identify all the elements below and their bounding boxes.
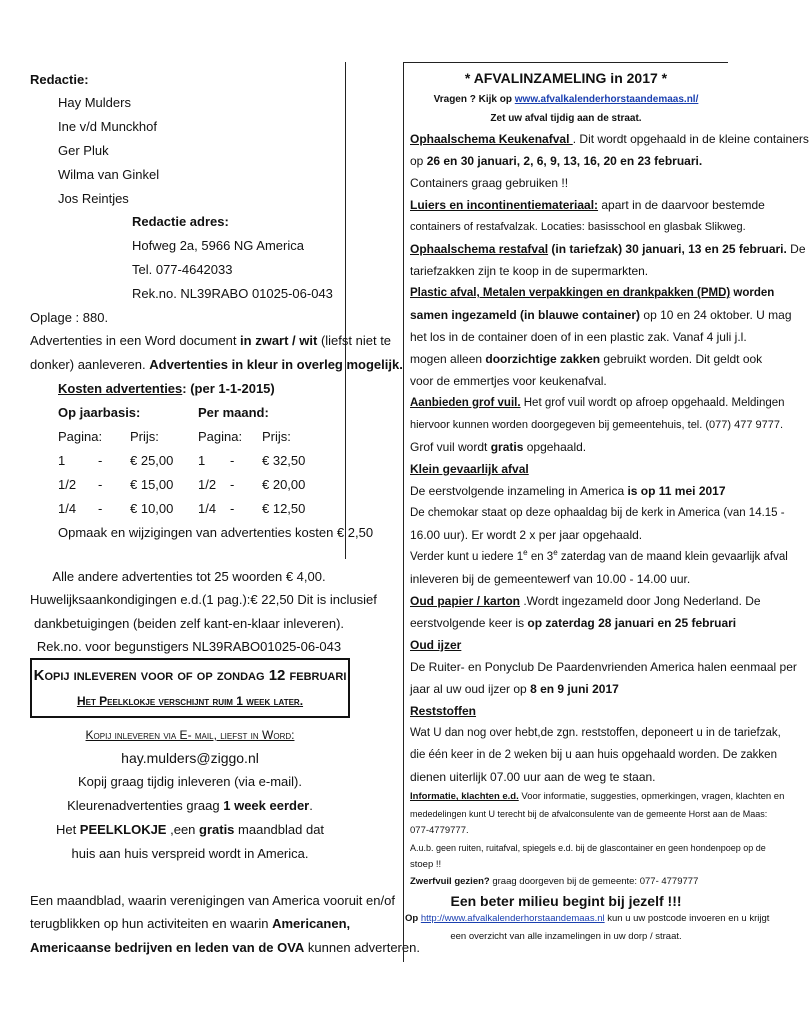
klein-line-2: De chemokar staat op deze ophaaldag bij de kerk in America (van 14.15 -	[410, 507, 785, 519]
op-line-1: Op http://www.afvalkalenderhorstaandemaas.nl kun u uw postcode invoeren en u krijgt	[405, 913, 770, 924]
oplage: Oplage : 880.	[30, 310, 109, 325]
pmd-line-1: Plastic afval, Metalen verpakkingen en drankpakken (PMD) worden	[410, 287, 775, 299]
klein-line-1: De eerstvolgende inzameling in America is op 11 mei 2017	[410, 484, 726, 498]
milieu-slogan: Een beter milieu begint bij jezelf !!!	[450, 893, 682, 909]
luiers-line-1: Luiers en incontinentiemateriaal: apart in de daarvoor bestemde	[410, 198, 765, 212]
adres-heading: Redactie adres:	[132, 214, 229, 229]
zwerf-line: Zwerfvuil gezien? graag doorgeven bij de gemeente: 077- 4779777	[410, 876, 699, 887]
member-4: Wilma van Ginkel	[58, 167, 160, 182]
info-line-3: 077-4779777.	[410, 825, 469, 836]
member-5: Jos Reintjes	[58, 191, 129, 206]
overige-1: Alle andere advertenties tot 25 woorden € 4,00.	[52, 569, 326, 584]
grof-line-2: hiervoor kunnen worden doorgegeven bij gemeentehuis, tel. (077) 477 9777.	[410, 419, 784, 431]
opmaak-note: Opmaak en wijzigingen van advertenties kosten € 2,50	[58, 525, 374, 540]
redactie-heading: Redactie:	[30, 72, 89, 87]
peelklokje-note: Het PEELKLOKJE ,een gratis maandblad dat	[55, 822, 325, 837]
keuken-line-2: op 26 en 30 januari, 2, 6, 9, 13, 16, 20 en 23 februari.	[410, 154, 703, 168]
pmd-line-5: voor de emmertjes voor keukenafval.	[410, 374, 607, 388]
per-maand-label: Per maand:	[198, 405, 269, 420]
tijdig-note: Kopij graag tijdig inleveren (via e-mail).	[78, 774, 302, 789]
klein-line-5: inleveren bij de gemeentewerf van 10.00 - 14.00 uur.	[410, 572, 691, 586]
containers-note: Containers graag gebruiken !!	[410, 176, 569, 190]
ijzer-line-2: jaar al uw oud ijzer op 8 en 9 juni 2017	[410, 682, 619, 696]
op-line-2: een overzicht van alle inzamelingen in uw dorp / straat.	[450, 931, 682, 942]
info-line-1: Informatie, klachten e.d. Voor informatie, suggesties, opmerkingen, vragen, klachten en	[410, 791, 785, 802]
zet-line: Zet uw afval tijdig aan de straat.	[490, 113, 642, 124]
reststof-line-2: die één keer in de 2 weken bij u aan huis opgehaald worden. De zakken	[410, 749, 777, 761]
maandblad-line-1: Een maandblad, waarin verenigingen van America vooruit en/of	[30, 893, 395, 908]
adres-rekno: Rek.no. NL39RABO 01025-06-043	[132, 286, 333, 301]
col-prijs-1: Prijs:	[130, 429, 159, 444]
adv-line-1: Advertenties in een Word document in zwart / wit (liefst niet te	[30, 333, 392, 348]
member-3: Ger Pluk	[58, 143, 109, 158]
adv-line-2: donker) aanleveren. Advertenties in kleur in overleg mogelijk.	[30, 357, 403, 372]
ijzer-heading: Oud ijzer	[410, 638, 462, 652]
overige-2: Huwelijksaankondigingen e.d.(1 pag.):€ 22,50 Dit is inclusief	[30, 592, 377, 607]
reststof-line-3: dienen uiterlijk 07.00 uur aan de weg te staan.	[410, 770, 656, 784]
info-line-2: mededelingen kunt U terecht bij de afvalconsulente van de gemeente Horst aan de Maas:	[410, 809, 768, 819]
overige-3: dankbetuigingen (beiden zelf kant-en-klaar inleveren).	[33, 616, 345, 631]
afval-title: * AFVALINZAMELING in 2017 *	[464, 70, 668, 86]
kopij-title: Kopij inleveren voor of op zondag 12 februari	[33, 667, 347, 684]
afvalkalender-link[interactable]: www.afvalkalenderhorstaandemaas.nl/	[514, 94, 699, 105]
col-pagina-1: Pagina:	[58, 429, 103, 444]
reststof-line-1: Wat U dan nog over hebt,de zgn. reststoffen, deponeert u in de tariefzak,	[410, 727, 781, 739]
maandblad-line-2: terugblikken op hun activiteiten en waarin Americanen,	[30, 916, 351, 931]
klein-line-4: Verder kunt u iedere 1e en 3e zaterdag van de maand klein gevaarlijk afval	[410, 548, 788, 563]
kleur-note: Kleurenadvertenties graag 1 week eerder.	[67, 798, 313, 813]
maandblad-line-3: Americaanse bedrijven en leden van de OVA kunnen adverteren.	[30, 940, 420, 955]
email-address[interactable]: hay.mulders@ziggo.nl	[121, 750, 259, 766]
pmd-line-3: het los in de container doen of in een plastic zak. Vanaf 4 juli j.l.	[410, 330, 747, 344]
klein-line-3: 16.00 uur). Er wordt 2 x per jaar opgehaald.	[410, 528, 643, 542]
afvalkalender-url-link[interactable]: http://www.afvalkalenderhorstaandemaas.nl	[420, 913, 605, 924]
col-prijs-2: Prijs:	[262, 429, 291, 444]
pmd-line-4: mogen alleen doorzichtige zakken gebruikt worden. Dit geldt ook	[410, 352, 763, 366]
col-pagina-2: Pagina:	[198, 429, 243, 444]
aub-line-1: A.u.b. geen ruiten, ruitafval, spiegels e.d. bij de glascontainer en geen hondenpoep op de	[410, 843, 766, 853]
huis-note: huis aan huis verspreid wordt in America.	[71, 846, 309, 861]
afval-top-rule	[403, 62, 728, 63]
keuken-line-1: Ophaalschema Keukenafval . Dit wordt opgehaald in de kleine containers	[410, 132, 809, 146]
member-1: Hay Mulders	[58, 95, 131, 110]
kosten-heading: Kosten advertenties: (per 1-1-2015)	[58, 381, 275, 396]
oud-line-1: Oud papier / karton .Wordt ingezameld door Jong Nederland. De	[410, 594, 761, 608]
luiers-line-2: containers of restafvalzak. Locaties: basisschool en glasbak Slikweg.	[410, 221, 746, 233]
klein-heading: Klein gevaarlijk afval	[410, 462, 529, 476]
vragen-line: Vragen ? Kijk op www.afvalkalenderhorstaandemaas.nl/	[433, 94, 699, 105]
aub-line-2: stoep !!	[410, 859, 442, 870]
kopij-subtitle: Het Peelklokje verschijnt ruim 1 week later.	[76, 694, 304, 708]
reststof-heading: Reststoffen	[410, 704, 477, 718]
oud-line-2: eerstvolgende keer is op zaterdag 28 januari en 25 februari	[410, 616, 737, 630]
adres-tel: Tel. 077-4642033	[132, 262, 233, 277]
pmd-line-2: samen ingezameld (in blauwe container) op 10 en 24 oktober. U mag	[410, 308, 792, 322]
grof-line-3: Grof vuil wordt gratis opgehaald.	[410, 440, 587, 454]
jaarbasis-label: Op jaarbasis:	[58, 405, 141, 420]
inlever-line: Kopij inleveren via E- mail, liefst in Word:	[85, 728, 295, 742]
adres-street: Hofweg 2a, 5966 NG America	[132, 238, 304, 253]
member-2: Ine v/d Munckhof	[58, 119, 157, 134]
grof-line-1: Aanbieden grof vuil. Het grof vuil wordt op afroep opgehaald. Meldingen	[410, 397, 785, 409]
rest-line-1: Ophaalschema restafval (in tariefzak) 30 januari, 13 en 25 februari. De	[410, 242, 806, 256]
rest-line-2: tariefzakken zijn te koop in de supermarkten.	[410, 264, 649, 278]
overige-4: Rek.no. voor begunstigers NL39RABO01025-06-043	[36, 639, 342, 654]
ijzer-line-1: De Ruiter- en Ponyclub De Paardenvrienden America halen eenmaal per	[410, 660, 797, 674]
